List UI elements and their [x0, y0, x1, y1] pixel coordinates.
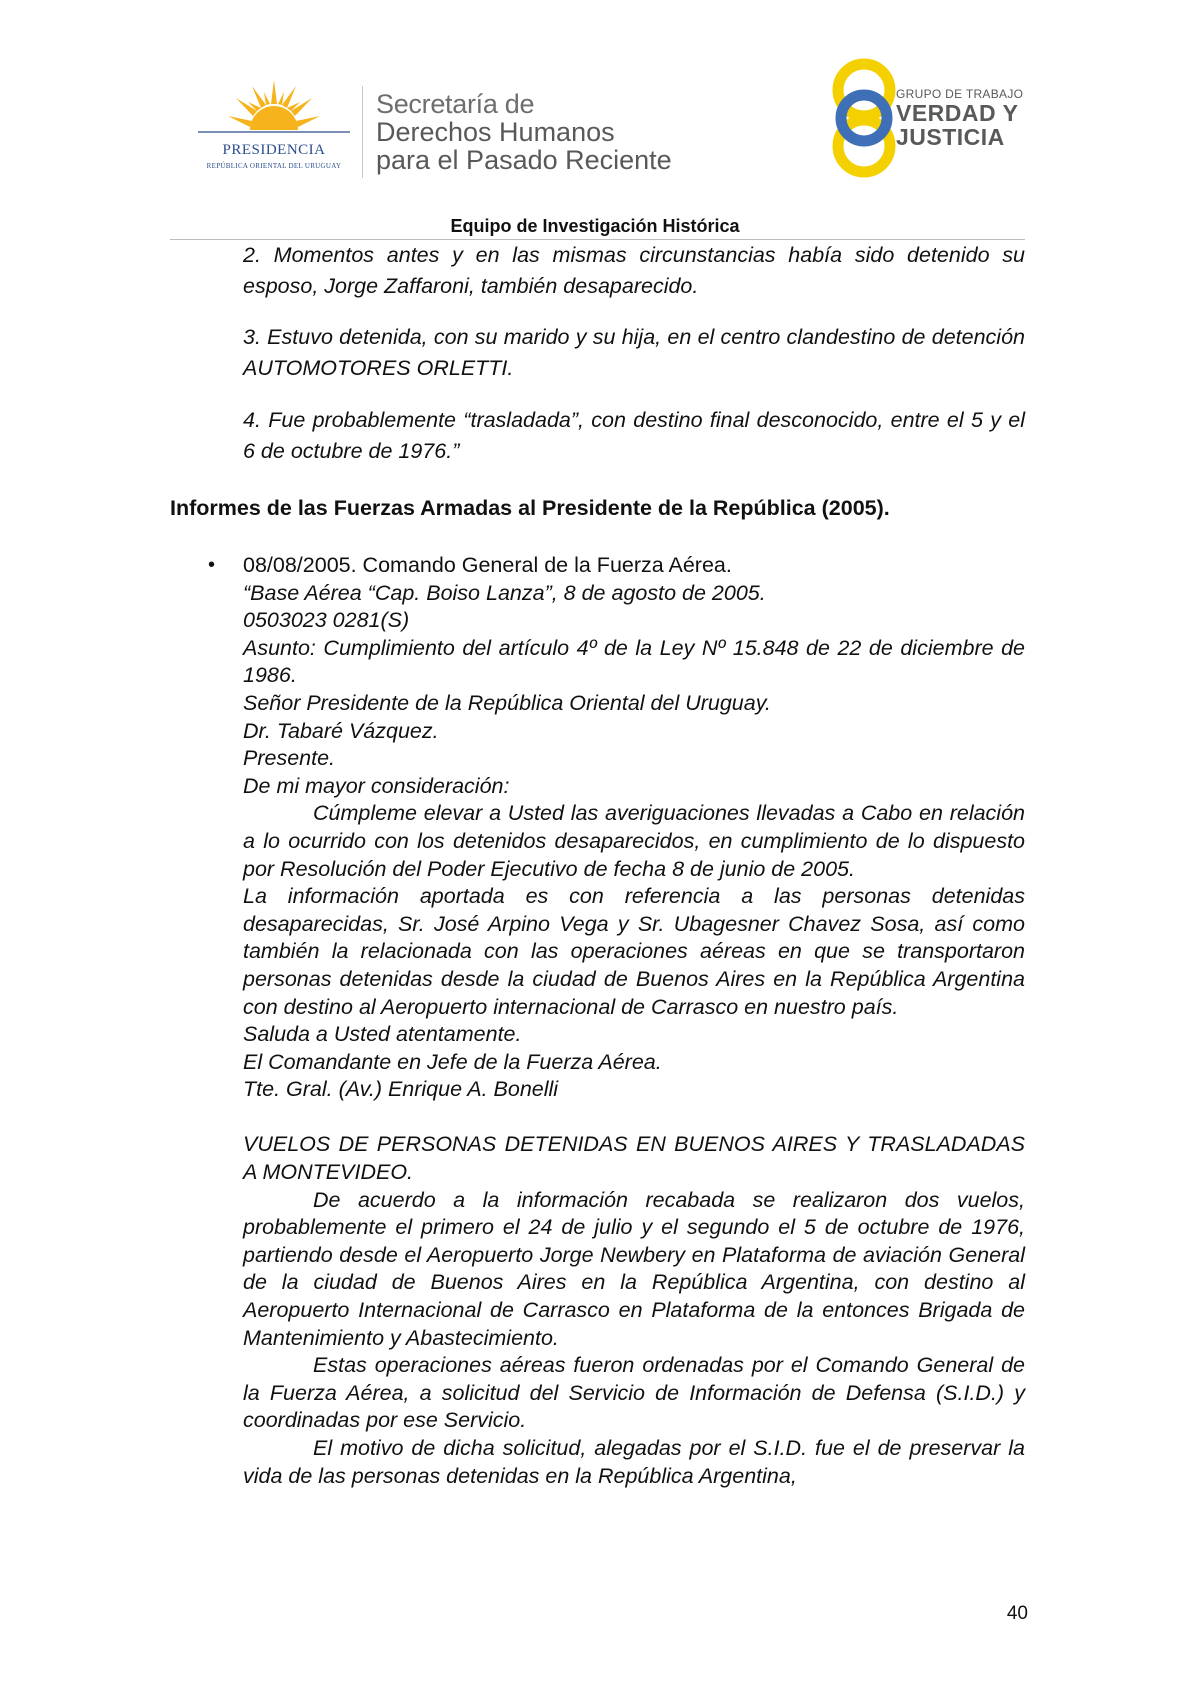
secretaria-logo-text [376, 90, 672, 174]
sun-emblem-icon [196, 78, 352, 142]
secretaria-line-2: Derechos Humanos [376, 117, 615, 147]
letter-header-line: Asunto: Cumplimiento del artículo 4º de la Ley Nº 15.848 de 22 de diciembre de 1986. [243, 635, 1025, 688]
letter-paragraph: El motivo de dicha solicitud, alegadas por el S.I.D. fue el de preservar la vida de las personas detenidas en la República Argentina, [243, 1436, 1025, 1488]
section-heading: Informes de las Fuerzas Armadas al Presidente de la República (2005). [170, 496, 890, 520]
letter-paragraph: Estas operaciones aéreas fueron ordenadas por el Comando General de la Fuerza Aérea, a solicitud del Servicio de Información de Defensa (S.I.D.) y coordinadas por ese Servicio. [243, 1353, 1025, 1433]
letter-header-line: 0503023 0281(S) [243, 608, 410, 633]
grupo-trabajo-text [896, 87, 1023, 149]
closing-line: El Comandante en Jefe de la Fuerza Aérea. [243, 1049, 662, 1074]
document-header [0, 0, 1190, 260]
page-number: 40 [1006, 1603, 1028, 1624]
letter-header-line: Señor Presidente de la República Oriental del Uruguay. [243, 690, 771, 715]
presidencia-logo [196, 78, 352, 178]
secretaria-line-1: Secretaría de [376, 89, 535, 119]
closing-line: Tte. Gral. (Av.) Enrique A. Bonelli [243, 1077, 559, 1102]
letter-header-line: Presente. [243, 746, 336, 771]
letter-header-line: De mi mayor consideración: [243, 773, 510, 798]
presidencia-label: PRESIDENCIA [222, 142, 326, 158]
secretaria-line-3: para el Pasado Reciente [376, 145, 672, 175]
bullet-symbol: • [208, 554, 216, 576]
bullet-item [243, 552, 1025, 1490]
numbered-item-4: 4. Fue probablemente “trasladada”, con destino final desconocido, entre el 5 y el 6 de octubre de 1976.” [243, 408, 1025, 463]
letter-header-line: “Base Aérea “Cap. Boiso Lanza”, 8 de agosto de 2005. [243, 580, 766, 605]
letter-header-line: Dr. Tabaré Vázquez. [243, 718, 439, 743]
gt-line-2: VERDAD Y [896, 100, 1019, 126]
department-title: Equipo de Investigación Histórica [450, 216, 740, 236]
header-divider [362, 86, 363, 178]
gt-line-3: JUSTICIA [896, 124, 1005, 150]
gt-line-1: GRUPO DE TRABAJO [896, 87, 1024, 101]
verdad-justicia-rings-icon [820, 56, 908, 180]
letter-paragraph: De acuerdo a la información recabada se realizaron dos vuelos, probablemente el primero el 24 de julio y el segundo el 5 de octubre de 1976, partiendo desde el Aeropuerto Jorge Newbery en Plataforma de aviación General de la ciudad de Buenos Aires en la República Argentina, con destino al Aeropuerto Internacional de Carrasco en Plataforma de la entonces Brigada de Mantenimiento y Abastecimiento. [243, 1187, 1025, 1350]
bullet-first-line: 08/08/2005. Comando General de la Fuerza Aérea. [243, 553, 732, 577]
closing-line: Saluda a Usted atentamente. [243, 1022, 522, 1047]
numbered-item-3: 3. Estuvo detenida, con su marido y su hija, en el centro clandestino de detención AUTOMOTORES ORLETTI. [243, 325, 1025, 380]
letter-paragraph: La información aportada es con referencia a las personas detenidas desaparecidas, Sr. José Arpino Vega y Sr. Ubagesner Chavez Sosa, así como también la relacionada con las operaciones aéreas en que se transportaron personas detenidas desde la ciudad de Buenos Aires en la República Argentina con destino al Aeropuerto internacional de Carrasco en nuestro país. [243, 884, 1025, 1019]
letter-paragraph: Cúmpleme elevar a Usted las averiguaciones llevadas a Cabo en relación a lo ocurrido con los detenidos desaparecidos, en cumplimiento de lo dispuesto por Resolución del Poder Ejecutivo de fecha 8 de junio de 2005. [243, 801, 1025, 881]
subheading: VUELOS DE PERSONAS DETENIDAS EN BUENOS AIRES Y TRASLADADAS A MONTEVIDEO. [243, 1132, 1025, 1185]
presidencia-sublabel: REPÚBLICA ORIENTAL DEL URUGUAY [206, 162, 342, 170]
numbered-item-2: 2. Momentos antes y en las mismas circunstancias había sido detenido su esposo, Jorge Zaffaroni, también desaparecido. [243, 243, 1025, 298]
spacer [243, 1104, 1025, 1132]
